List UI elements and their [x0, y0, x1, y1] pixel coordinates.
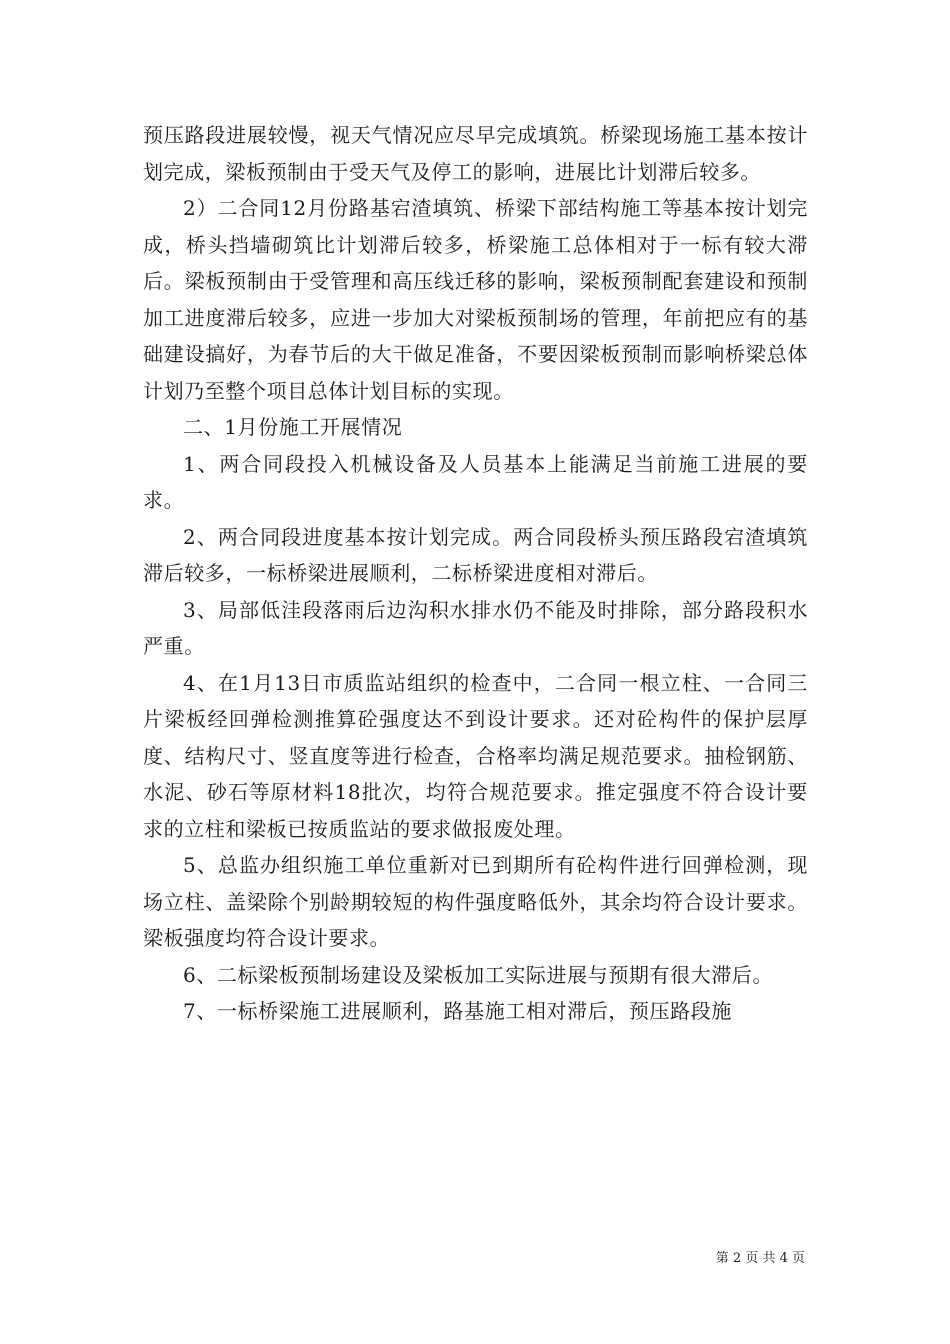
page-number-footer: 第 2 页 共 4 页	[715, 1251, 805, 1266]
paragraph-contract-two-progress: 2）二合同12月份路基宕渣填筑、桥梁下部结构施工等基本按计划完成，桥头挡墙砌筑比计划滞后较多，桥梁施工总体相对于一标有较大滞后。梁板预制由于受管理和高压线迁移的影响，梁板预制配套建设和预制加工进度滞后较多，应进一步加大对梁板预制场的管理，年前把应有的基础建设搞好，为春节后的大干做足准备，不要因梁板预制而影响桥梁总体计划乃至整个项目总体计划目标的实现。	[143, 196, 808, 403]
section-heading-january-construction: 二、1月份施工开展情况	[183, 415, 403, 439]
paragraph-item-7: 7、一标桥梁施工进展顺利，路基施工相对滞后，预压路段施	[183, 999, 732, 1023]
paragraph-item-5: 5、总监办组织施工单位重新对已到期所有砼构件进行回弹检测，现场立柱、盖梁除个别龄期较短的构件强度略低外，其余均符合设计要求。梁板强度均符合设计要求。	[143, 853, 808, 950]
paragraph-item-1: 1、两合同段投入机械设备及人员基本上能满足当前施工进展的要求。	[143, 451, 808, 512]
paragraph-item-3: 3、局部低洼段落雨后边沟积水排水仍不能及时排除，部分路段积水严重。	[143, 597, 808, 658]
paragraph-item-4: 4、在1月13日市质监站组织的检查中，二合同一根立柱、一合同三片梁板经回弹检测推算砼强度达不到设计要求。还对砼构件的保护层厚度、结构尺寸、竖直度等进行检查，合格率均满足规范要求。抽检钢筋、水泥、砂石等原材料18批次，均符合规范要求。推定强度不符合设计要求的立柱和梁板已按质监站的要求做报废处理。	[143, 670, 808, 841]
paragraph-item-6: 6、二标梁板预制场建设及梁板加工实际进展与预期有很大滞后。	[183, 962, 774, 987]
paragraph-continuation: 预压路段进展较慢，视天气情况应尽早完成填筑。桥梁现场施工基本按计划完成，梁板预制由于受天气及停工的影响，进展比计划滞后较多。	[143, 123, 808, 184]
document-body	[143, 117, 808, 1030]
paragraph-item-2: 2、两合同段进度基本按计划完成。两合同段桥头预压路段宕渣填筑滞后较多，一标桥梁进展顺利，二标桥梁进度相对滞后。	[143, 524, 808, 585]
